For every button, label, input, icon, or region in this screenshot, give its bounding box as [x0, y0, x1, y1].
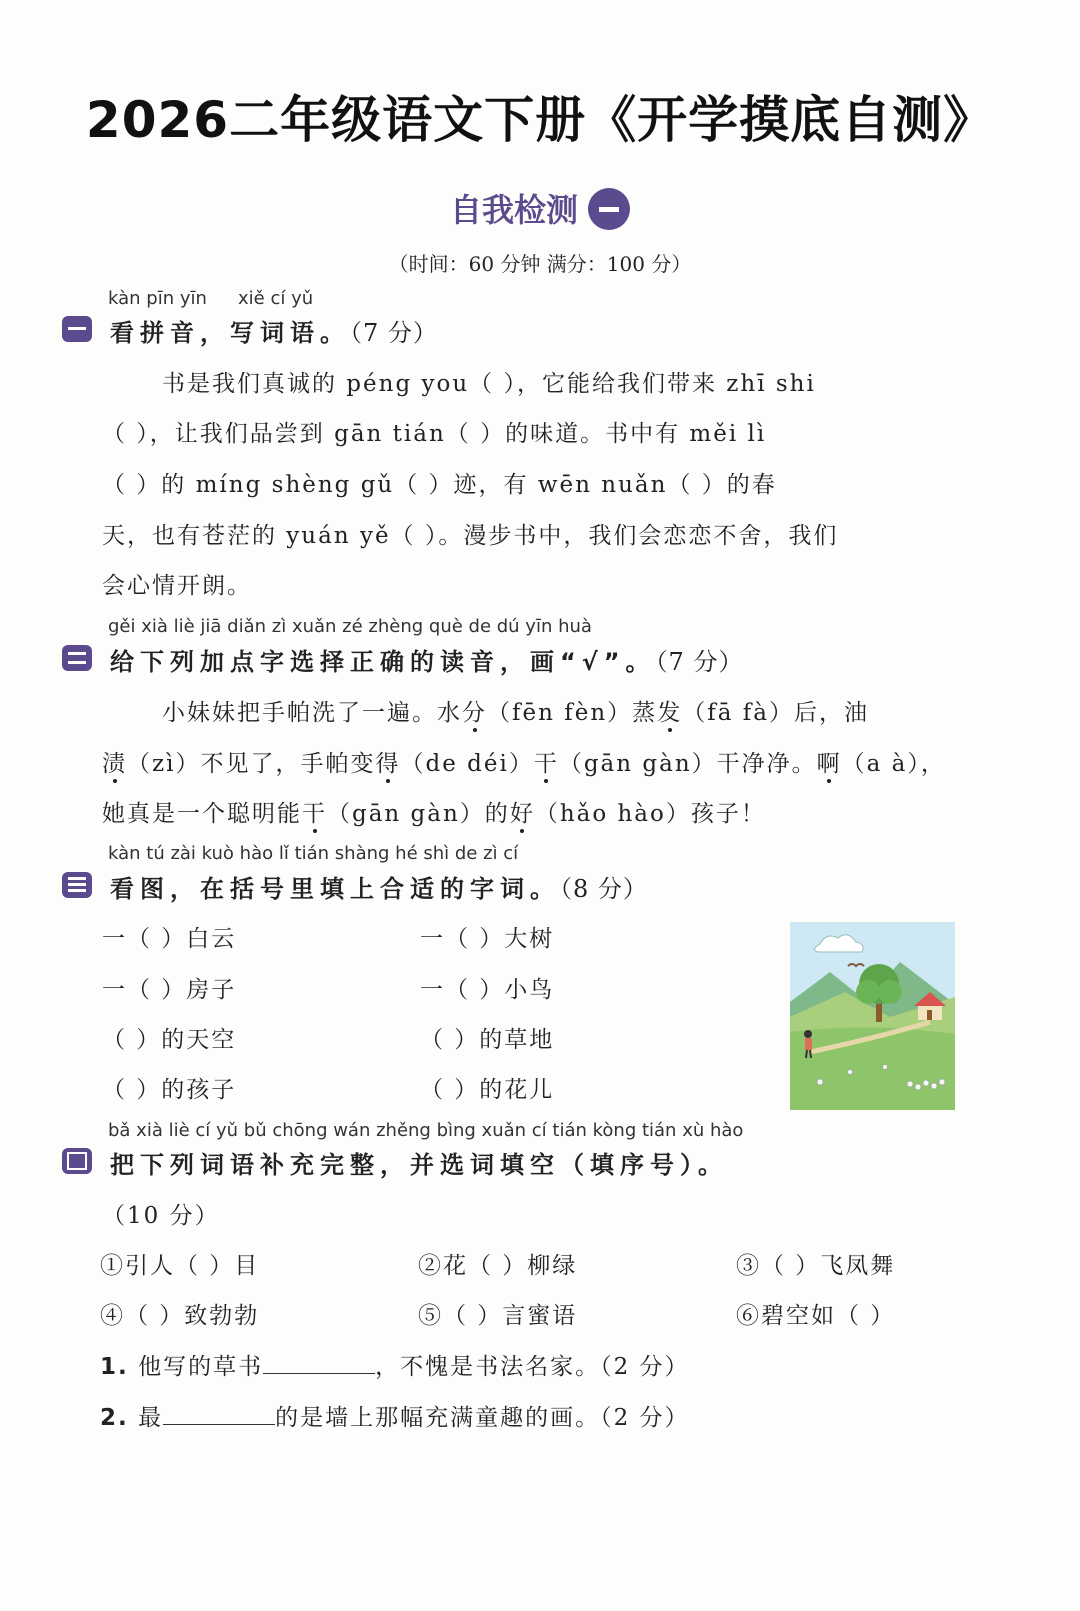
dotted-char: 干 [533, 751, 559, 777]
s3-item: （ ）的天空 [102, 1027, 237, 1053]
section-3-heading [110, 869, 648, 904]
s3-item: 一（ ）大树 [420, 926, 555, 952]
section-4-badge-icon [62, 1148, 92, 1174]
s4-option: ⑤（ ）言蜜语 [418, 1303, 578, 1329]
answer-blank[interactable] [263, 1351, 375, 1374]
s3-item: （ ）的孩子 [102, 1077, 237, 1103]
dotted-char: 啊 [816, 751, 842, 777]
s4-option: ④（ ）致勃勃 [100, 1303, 260, 1329]
section-1-heading [110, 313, 438, 348]
s1-heading-text: 看拼音，写词语。 [110, 319, 350, 347]
s3-item: （ ）的花儿 [420, 1077, 555, 1103]
q1-text: ，不愧是书法名家。（2 分） [375, 1354, 690, 1380]
dotted-char: 分 [462, 700, 487, 726]
s2-text: 小妹妹把手帕洗了一遍。水 [162, 700, 462, 726]
s4-option: ②花（ ）柳绿 [418, 1253, 578, 1279]
s2-line-1 [162, 694, 869, 727]
question-number: 1. [100, 1354, 129, 1380]
s4-question-1 [100, 1348, 690, 1381]
page-title: 2026二年级语文下册《开学摸底自测》 [85, 91, 995, 149]
s3-item: 一（ ）房子 [102, 977, 237, 1003]
question-number: 2. [100, 1405, 129, 1431]
s1-pinyin-b: xiě cí yǔ [238, 288, 314, 309]
s2-text: 她真是一个聪明能 [102, 801, 302, 827]
s2-heading-text: 给下列加点字选择正确的读音，画“√”。 [110, 648, 656, 676]
s4-option: ①引人（ ）目 [100, 1253, 260, 1279]
test-subtitle [0, 185, 1080, 233]
s1-points: （7 分） [350, 319, 438, 347]
s1-line-4: 天，也有苍茫的 yuán yě（ ）。漫步书中，我们会恋恋不舍，我们 [102, 523, 839, 549]
s4-question-2 [100, 1399, 690, 1432]
s2-text: （fā fà）后，油 [682, 700, 869, 726]
q2-text: 最 [138, 1405, 164, 1431]
s4-pinyin: bǎ xià liè cí yǔ bǔ chōng wán zhěng bìng xuǎn cí tián kòng tián xù hào [108, 1120, 744, 1141]
section-2-heading [110, 642, 743, 677]
section-2-badge-icon [62, 645, 92, 671]
s4-option: ③（ ）飞凤舞 [736, 1253, 896, 1279]
s4-points: （10 分） [102, 1203, 220, 1229]
s2-line-2 [102, 745, 946, 778]
dotted-char: 得 [375, 751, 401, 777]
s3-points: （8 分） [560, 875, 648, 903]
s2-text: （hǎo hào）孩子！ [534, 801, 766, 827]
s2-line-3 [102, 795, 766, 828]
answer-blank[interactable] [163, 1402, 275, 1425]
s3-pinyin: kàn tú zài kuò hào lǐ tián shàng hé shì de zì cí [108, 843, 519, 864]
s2-text: （fēn fèn）蒸 [487, 700, 658, 726]
section-1-badge-icon [62, 316, 92, 342]
s1-line-2: （ ），让我们品尝到 gān tián（ ）的味道。书中有 měi lì [102, 421, 767, 447]
time-info: （时间：60 分钟 满分：100 分） [388, 252, 692, 276]
s2-pinyin: gěi xià liè jiā diǎn zì xuǎn zé zhèng què de dú yīn huà [108, 616, 592, 637]
subtitle-text: 自我检测 [449, 191, 578, 229]
dotted-char: 渍 [102, 751, 127, 777]
q1-text: 他写的草书 [138, 1354, 264, 1380]
s2-text: （a à）， [841, 751, 946, 777]
s1-line-3: （ ）的 míng shèng gǔ（ ）迹，有 wēn nuǎn（ ）的春 [102, 472, 777, 498]
s2-points: （7 分） [655, 648, 744, 676]
section-4-heading: 把下列词语补充完整，并选词填空（填序号）。 [110, 1151, 728, 1179]
q2-text: 的是墙上那幅充满童趣的画。（2 分） [275, 1405, 690, 1431]
number-one-badge-icon [588, 188, 630, 230]
section-3-badge-icon [62, 872, 92, 898]
s3-item: 一（ ）白云 [102, 926, 237, 952]
s3-item: （ ）的草地 [420, 1027, 555, 1053]
s3-item: 一（ ）小鸟 [420, 977, 555, 1003]
s2-text: （de déi） [400, 751, 534, 777]
s3-heading-text: 看图，在括号里填上合适的字词。 [110, 875, 560, 903]
s4-option: ⑥碧空如（ ） [736, 1303, 896, 1329]
dotted-char: 干 [302, 801, 327, 827]
s1-line-1: 书是我们真诚的 péng you（ ），它能给我们带来 zhī shi [162, 371, 816, 397]
s2-text: （gān gàn）干净净。 [558, 751, 817, 777]
s2-text: （zì）不见了，手帕变 [127, 751, 376, 777]
s2-text: （gān gàn）的 [327, 801, 510, 827]
s1-line-5: 会心情开朗。 [102, 573, 252, 599]
dotted-char: 发 [657, 700, 683, 726]
dotted-char: 好 [509, 801, 535, 827]
landscape-illustration [790, 922, 955, 1110]
s1-pinyin-a: kàn pīn yīn [108, 288, 207, 309]
